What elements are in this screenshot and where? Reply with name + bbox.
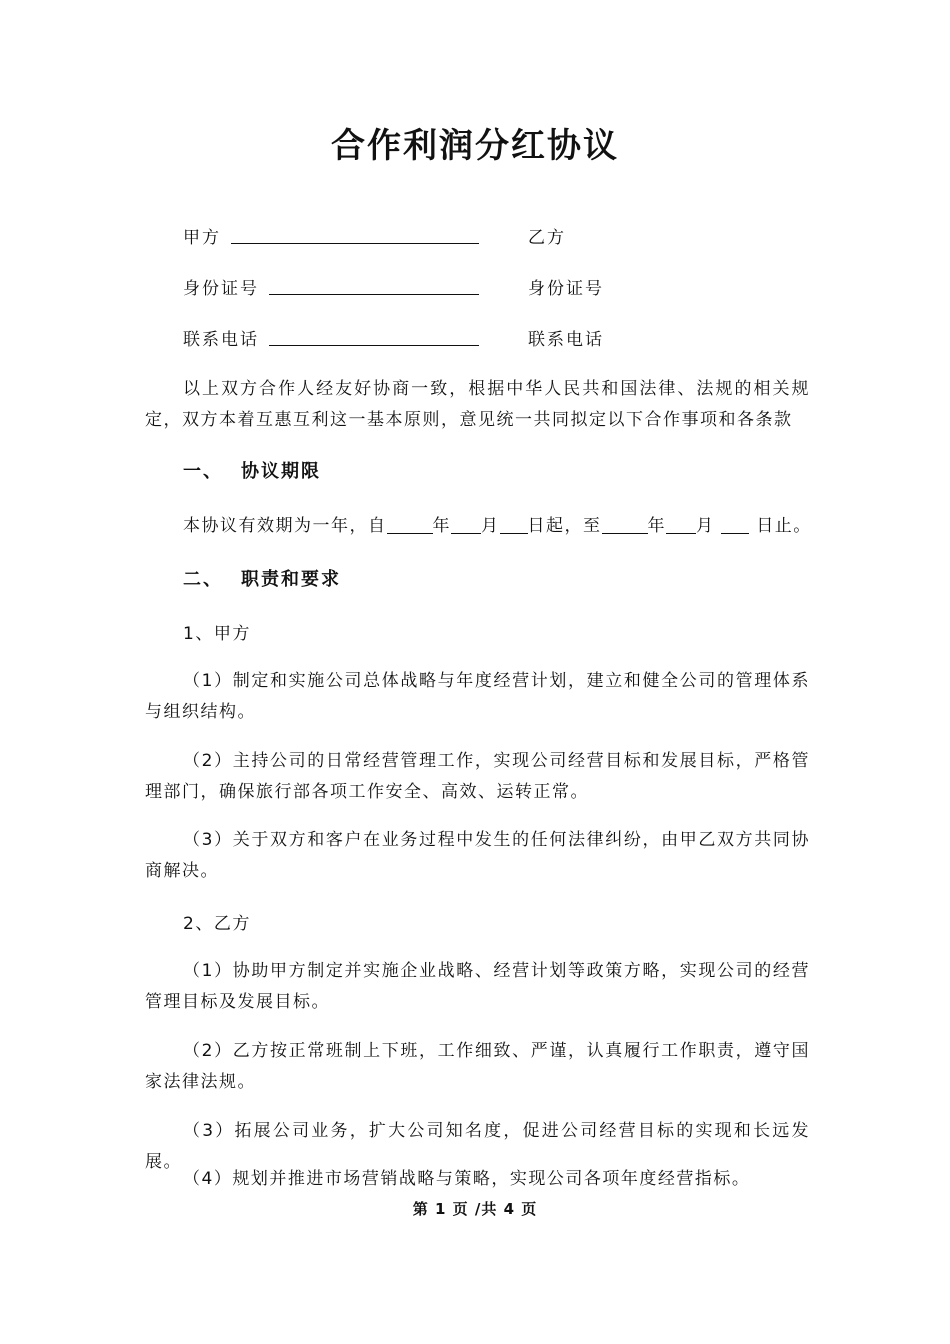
section-2-number: 二、 <box>183 569 223 590</box>
section-2-heading <box>183 565 341 591</box>
party-b-name-label: 乙方 <box>528 228 566 248</box>
party-b-duty-3: （3）拓展公司业务，扩大公司知名度，促进公司经营目标的实现和长远发展。 <box>145 1121 810 1172</box>
start-day-blank[interactable] <box>500 515 528 534</box>
term-text-end: 日止。 <box>756 516 812 536</box>
party-a-id-blank[interactable] <box>269 294 479 295</box>
party-a-id-label: 身份证号 <box>183 279 259 299</box>
party-b-id-label: 身份证号 <box>528 279 604 299</box>
party-a-phone-label: 联系电话 <box>183 330 259 350</box>
party-b-phone-label: 联系电话 <box>528 330 604 350</box>
section-1-number: 一、 <box>183 461 223 482</box>
party-a-duties-label: 1、甲方 <box>183 624 251 644</box>
party-b-duties-label: 2、乙方 <box>183 914 251 934</box>
party-b-duty-4: （4）规划并推进市场营销战略与策略，实现公司各项年度经营指标。 <box>183 1169 751 1189</box>
term-year-1: 年 <box>432 516 451 536</box>
end-day-blank[interactable] <box>721 515 749 534</box>
party-b-duty-2: （2）乙方按正常班制上下班，工作细致、严谨，认真履行工作职责，遵守国家法律法规。 <box>145 1041 810 1092</box>
term-sentence <box>183 511 812 536</box>
page-number-footer: 第 1 页 /共 4 页 <box>412 1200 538 1218</box>
section-2-title: 职责和要求 <box>241 569 341 590</box>
end-year-blank[interactable] <box>602 515 648 534</box>
term-day-1: 日起，至 <box>527 516 602 536</box>
party-a-name-label: 甲方 <box>183 228 221 248</box>
term-month-2: 月 <box>696 516 715 536</box>
end-month-blank[interactable] <box>666 515 696 534</box>
section-1-heading <box>183 457 321 483</box>
term-year-2: 年 <box>647 516 666 536</box>
party-a-duty-3: （3）关于双方和客户在业务过程中发生的任何法律纠纷，由甲乙双方共同协商解决。 <box>145 830 810 881</box>
party-a-duty-1: （1）制定和实施公司总体战略与年度经营计划，建立和健全公司的管理体系与组织结构。 <box>145 671 810 722</box>
term-month-1: 月 <box>481 516 500 536</box>
start-month-blank[interactable] <box>451 515 481 534</box>
section-1-title: 协议期限 <box>241 461 321 482</box>
term-text-start: 本协议有效期为一年，自 <box>183 516 387 536</box>
party-a-name-blank[interactable] <box>231 243 479 244</box>
document-title: 合作利润分红协议 <box>331 126 619 166</box>
intro-paragraph: 以上双方合作人经友好协商一致，根据中华人民共和国法律、法规的相关规定，双方本着互惠互利这一基本原则，意见统一共同拟定以下合作事项和各条款 <box>145 379 810 430</box>
party-a-phone-blank[interactable] <box>269 345 479 346</box>
party-a-duty-2: （2）主持公司的日常经营管理工作，实现公司经营目标和发展目标，严格管理部门，确保旅行部各项工作安全、高效、运转正常。 <box>145 751 810 802</box>
start-year-blank[interactable] <box>387 515 433 534</box>
party-b-duty-1: （1）协助甲方制定并实施企业战略、经营计划等政策方略，实现公司的经营管理目标及发展目标。 <box>145 961 810 1012</box>
